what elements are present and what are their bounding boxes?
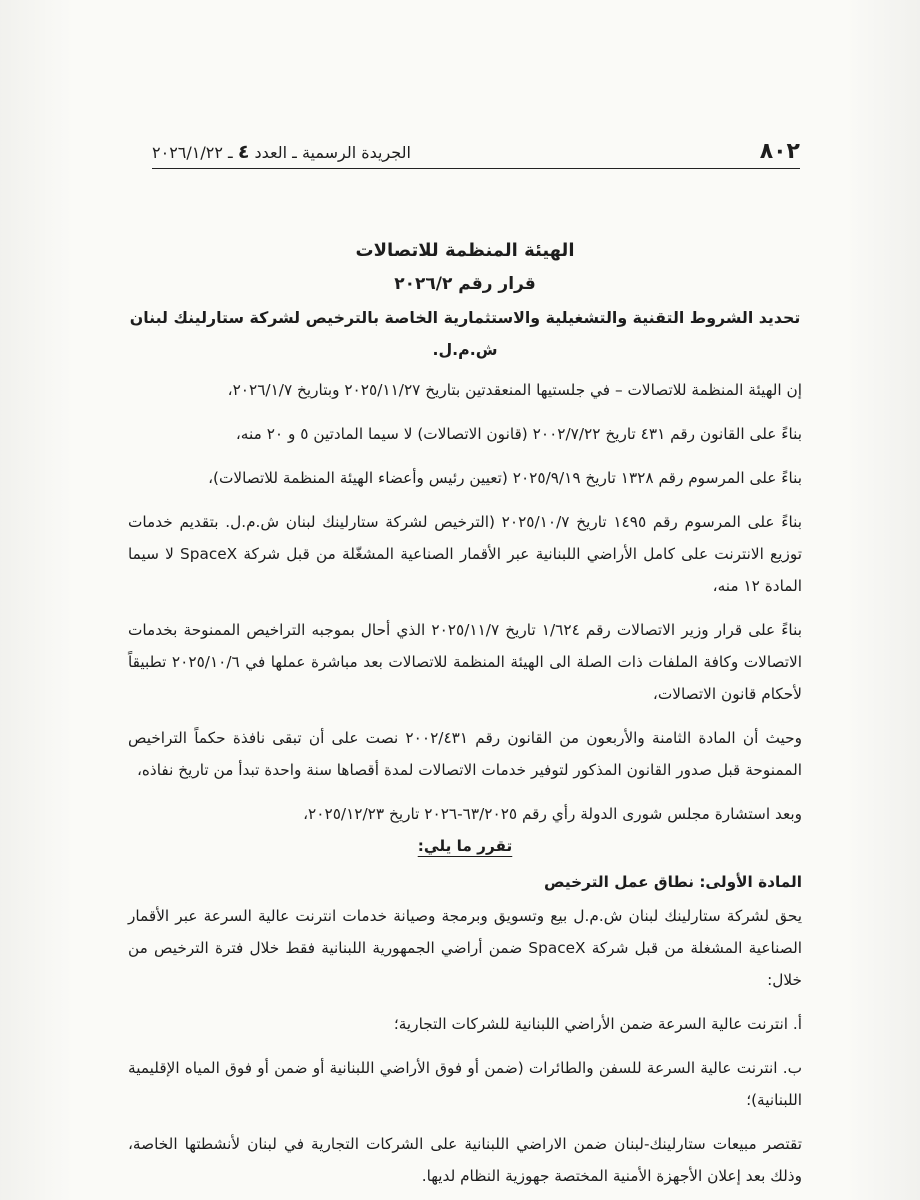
authority-title: الهيئة المنظمة للاتصالات (355, 240, 575, 261)
gazette-header (152, 138, 800, 169)
gazette-date: ـ ٢٠٢٦/١/٢٢ (152, 143, 233, 162)
page-number: ٨٠٢ (759, 139, 800, 164)
preamble-paragraph-6: وحيث أن المادة الثامنة والأربعون من القانون رقم ٢٠٠٢/٤٣١ نصت على أن تبقى نافذة حكماً التراخيص الممنوحة قبل صدور القانون المذكور لتوفير خدمات الاتصالات لمدة أقصاها سنة واحدة تبدأ من تاريخ نفاذه، (128, 729, 803, 779)
preamble-paragraph-3: بناءً على المرسوم رقم ١٣٢٨ تاريخ ٢٠٢٥/٩/١٩ (تعيين رئيس وأعضاء الهيئة المنظمة للاتصالات)، (208, 469, 802, 487)
gazette-prefix: الجريدة الرسمية ـ العدد (254, 143, 411, 162)
preamble-paragraph-1: إن الهيئة المنظمة للاتصالات – في جلستيها المنعقدتين بتاريخ ٢٠٢٥/١١/٢٧ وبتاريخ ٢٠٢٦/١/٧، (227, 381, 802, 399)
closing-paragraph: تقتصر مبيعات ستارلينك-لبنان ضمن الاراضي اللبنانية على الشركات التجارية في لبنان لأنشطتها الخاصة، وذلك بعد إعلان الأجهزة الأمنية المختصة جهوزية النظام لديها. (128, 1135, 802, 1185)
article-one-title: المادة الأولى: نطاق عمل الترخيص (544, 873, 802, 891)
decision-subject: تحديد الشروط التقنية والتشغيلية والاستثمارية الخاصة بالترخيص لشركة ستارلينك لبنان ش.م.ل. (129, 308, 801, 359)
decision-number: قرار رقم ٢٠٢٦/٢ (394, 274, 536, 294)
decision-content (128, 235, 802, 1192)
preamble-paragraph-7: وبعد استشارة مجلس شورى الدولة رأي رقم ٦٣/٢٠٢٥-٢٠٢٦ تاريخ ٢٠٢٥/١٢/٢٣، (303, 805, 802, 823)
decides-heading: تقرر ما يلي: (417, 837, 513, 855)
preamble-paragraph-4: بناءً على المرسوم رقم ١٤٩٥ تاريخ ٢٠٢٥/١٠/٧ (الترخيص لشركة ستارلينك لبنان ش.م.ل. بتقديم خدمات توزيع الانترنت على كامل الأراضي اللبنانية عبر الأقمار الصناعية المشغّلة من قبل شركة SpaceX لا سيما المادة ١٢ منه، (128, 513, 802, 595)
article-one-body: يحق لشركة ستارلينك لبنان ش.م.ل بيع وتسويق وبرمجة وصيانة خدمات انترنت عالية السرعة عبر الأقمار الصناعية المشغلة من قبل شركة SpaceX ضمن أراضي الجمهورية اللبنانية فقط خلال فترة الترخيص من خلال: (128, 907, 802, 989)
scope-list-item-b: ب. انترنت عالية السرعة للسفن والطائرات (ضمن أو فوق الأراضي اللبنانية أو ضمن أو فوق المياه الإقليمية اللبنانية)؛ (128, 1059, 802, 1109)
scope-list-item-a: أ. انترنت عالية السرعة ضمن الأراضي اللبنانية للشركات التجارية؛ (393, 1015, 802, 1033)
issue-number: ٤ (237, 141, 250, 163)
preamble-paragraph-5: بناءً على قرار وزير الاتصالات رقم ١/٦٢٤ تاريخ ٢٠٢٥/١١/٧ الذي أحال بموجبه التراخيص الممنوحة بخدمات الاتصالات وكافة الملفات ذات الصلة الى الهيئة المنظمة للاتصالات بعد مباشرة عملها في ٢٠٢٥/١٠/٦ تطبيقاً لأحكام قانون الاتصالات، (128, 621, 802, 703)
gazette-title (152, 141, 411, 163)
preamble-paragraph-2: بناءً على القانون رقم ٤٣١ تاريخ ٢٠٠٢/٧/٢٢ (قانون الاتصالات) لا سيما المادتين ٥ و ٢٠ منه، (235, 425, 802, 443)
